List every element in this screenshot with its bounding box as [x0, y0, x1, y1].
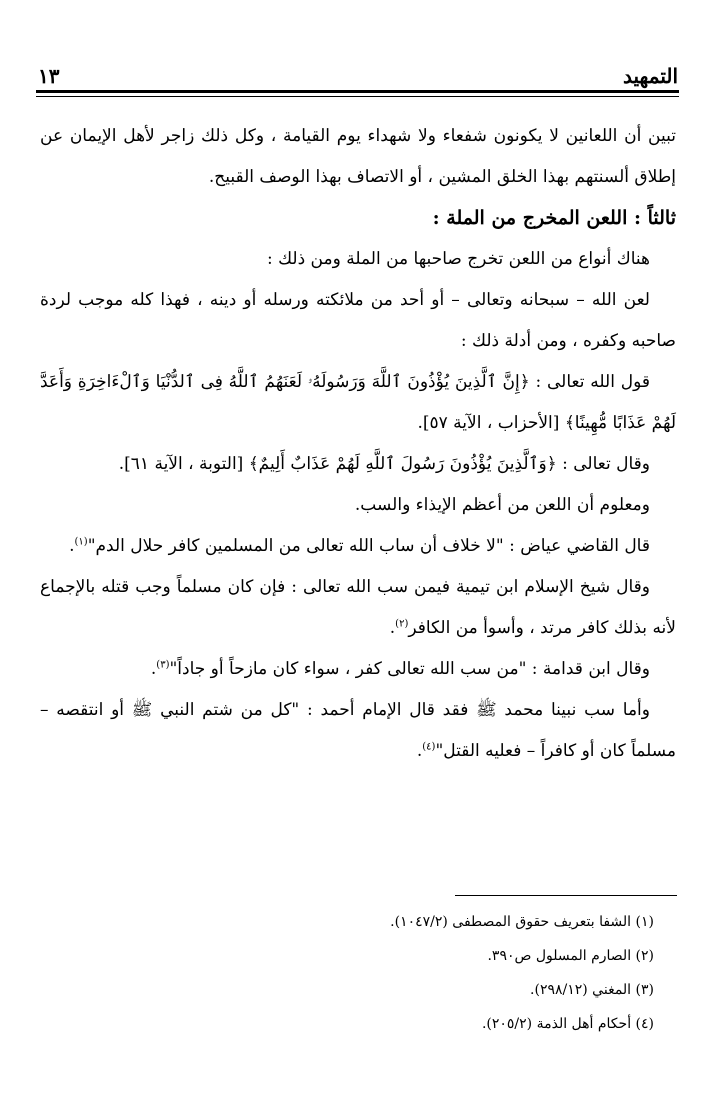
paragraph-ibn-qudamah: [40, 649, 676, 690]
period: .: [150, 659, 157, 679]
body-text: [40, 116, 676, 772]
period: .: [69, 536, 75, 556]
ibn-taymiyyah-text: وقال شيخ الإسلام ابن تيمية فيمن سب الله تعالى : فإن كان مسلماً وجب قتله بالإجماع لأنه بذلك كافر مرتد ، وأسوأ من الكافر: [40, 577, 676, 638]
header-rule-thin: [36, 96, 679, 97]
footnote-2: (٢) الصارم المسلول ص٣٩٠.: [487, 948, 654, 964]
footnote-3: (٣) المغني (٢٩٨/١٢).: [530, 982, 654, 998]
imam-ahmad-text: وأما سب نبينا محمد ﷺ فقد قال الإمام أحمد : "كل من شتم النبي ﷺ أو انتقصه – مسلماً كان أو كافراً – فعليه القتل": [40, 700, 676, 761]
section-heading: ثالثاً : اللعن المخرج من الملة :: [432, 207, 676, 229]
paragraph-cursing-allah: لعن الله – سبحانه وتعالى – أو أحد من ملائكته ورسله أو دينه ، فهذا كله موجب لردة صاحبه وكفره ، ومن أدلة ذلك :: [40, 290, 676, 351]
footnote-ref-3: (٣): [156, 659, 170, 671]
chapter-title: التمهيد: [623, 64, 678, 88]
footnote-4: (٤) أحكام أهل الذمة (٢٠٥/٢).: [481, 1016, 654, 1032]
period: .: [416, 741, 423, 761]
footnote-ref-1: (١): [74, 536, 88, 548]
quran-quote-tawbah: وقال تعالى : ﴿وَٱلَّذِينَ يُؤْذُونَ رَسُولَ ٱللَّهِ لَهُمْ عَذَابٌ أَلِيمٌ﴾ [التوبة ، الآية ٦١].: [118, 454, 650, 474]
footnote-separator: [455, 895, 677, 896]
quran-quote-ahzab: قول الله تعالى : ﴿إِنَّ ٱلَّذِينَ يُؤْذُونَ ٱللَّهَ وَرَسُولَهُۥ لَعَنَهُمُ ٱللَّهُ فِى ٱلدُّنْيَا وَٱلْءَاخِرَةِ وَأَعَدَّ لَهُمْ عَذَابًا مُّهِينًا﴾ [الأحزاب ، الآية ٥٧].: [40, 372, 676, 433]
period: .: [389, 618, 396, 638]
paragraph-imam-ahmad: [40, 690, 676, 772]
ibn-qudamah-text: وقال ابن قدامة : "من سب الله تعالى كفر ، سواء كان مازحاً أو جاداً": [169, 659, 650, 679]
qadi-iyad-text: قال القاضي عياض : "لا خلاف أن ساب الله تعالى من المسلمين كافر حلال الدم": [87, 536, 650, 556]
paragraph-ibn-taymiyyah: [40, 567, 676, 649]
running-header: [38, 58, 678, 88]
footnotes: [40, 905, 676, 1041]
footnote-1: (١) الشفا بتعريف حقوق المصطفى (١٠٤٧/٢).: [390, 914, 654, 930]
paragraph-types: هناك أنواع من اللعن تخرج صاحبها من الملة ومن ذلك :: [266, 249, 650, 269]
paragraph-intro: تبين أن اللعانين لا يكونون شفعاء ولا شهداء يوم القيامة ، وكل ذلك زاجر لأهل الإيمان عن إطلاق ألسنتهم بهذا الخلق المشين ، أو الاتصاف بهذا الوصف القبيح.: [40, 126, 676, 187]
footnote-ref-2: (٢): [395, 618, 409, 630]
header-rule-thick: [36, 90, 679, 93]
paragraph-known: ومعلوم أن اللعن من أعظم الإيذاء والسب.: [354, 495, 650, 515]
page-number: ١٣: [38, 64, 60, 88]
paragraph-qadi-iyad: [40, 526, 676, 567]
footnote-ref-4: (٤): [422, 741, 436, 753]
